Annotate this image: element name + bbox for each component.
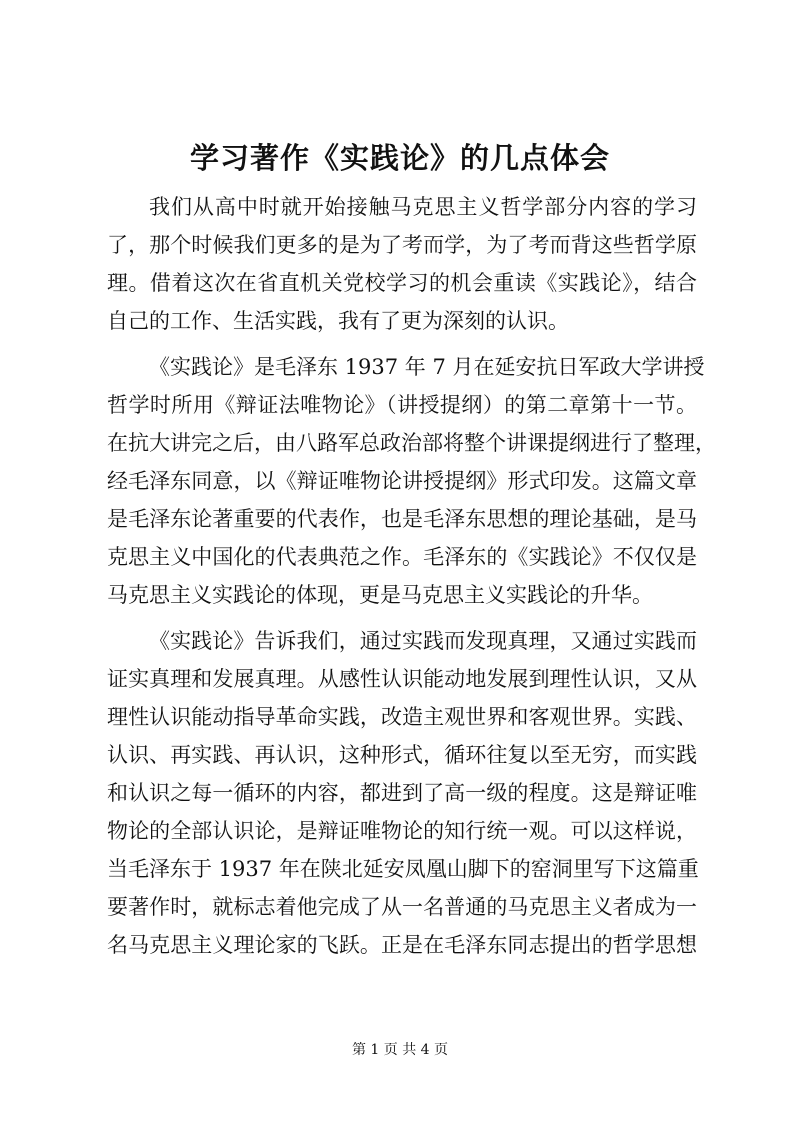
paragraph-1-line-4: 自己的工作、生活实践，我有了更为深刻的认识。 xyxy=(107,309,569,333)
paragraph-3-line-1: 《实践论》告诉我们，通过实践而发现真理，又通过实践而 xyxy=(149,629,697,653)
paragraph-3-line-4: 认识、再实践、再认识，这种形式，循环往复以至无穷，而实践 xyxy=(107,743,697,767)
paragraph-2-line-4: 经毛泽东同意，以《辩证唯物论讲授提纲》形式印发。这篇文章 xyxy=(107,469,697,493)
paragraph-2-line-3: 在抗大讲完之后，由八路军总政治部将整个讲课提纲进行了整理， xyxy=(107,431,716,455)
paragraph-3-line-9: 名马克思主义理论家的飞跃。正是在毛泽东同志提出的哲学思想 xyxy=(107,933,697,957)
paragraph-3-line-8: 要著作时，就标志着他完成了从一名普通的马克思主义者成为一 xyxy=(107,895,697,919)
paragraph-2-line-5: 是毛泽东论著重要的代表作，也是毛泽东思想的理论基础，是马 xyxy=(107,507,697,531)
paragraph-3-line-7: 当毛泽东于 1937 年在陕北延安凤凰山脚下的窑洞里写下这篇重 xyxy=(107,857,699,881)
paragraph-1-line-3: 理。借着这次在省直机关党校学习的机会重读《实践论》，结合 xyxy=(107,271,697,295)
paragraph-2-line-6: 克思主义中国化的代表典范之作。毛泽东的《实践论》不仅仅是 xyxy=(107,545,697,569)
paragraph-3-line-3: 理性认识能动指导革命实践，改造主观世界和客观世界。实践、 xyxy=(107,705,697,729)
paragraph-3-line-5: 和认识之每一循环的内容，都进到了高一级的程度。这是辩证唯 xyxy=(107,781,697,805)
paragraph-3-line-2: 证实真理和发展真理。从感性认识能动地发展到理性认识，又从 xyxy=(107,667,697,691)
paragraph-2-line-7: 马克思主义实践论的体现，更是马克思主义实践论的升华。 xyxy=(107,583,653,607)
document-title: 学习著作《实践论》的几点体会 xyxy=(189,141,610,175)
paragraph-2-line-2: 哲学时所用《辩证法唯物论》（讲授提纲）的第二章第十一节。 xyxy=(107,393,697,417)
paragraph-3-line-6: 物论的全部认识论，是辩证唯物论的知行统一观。可以这样说， xyxy=(107,819,697,843)
paragraph-2-line-1: 《实践论》是毛泽东 1937 年 7 月在延安抗日军政大学讲授 xyxy=(149,355,705,379)
paragraph-1-line-1: 我们从高中时就开始接触马克思主义哲学部分内容的学习 xyxy=(149,195,697,219)
page-footer: 第 1 页 共 4 页 xyxy=(351,1042,449,1058)
paragraph-1-line-2: 了，那个时候我们更多的是为了考而学，为了考而背这些哲学原 xyxy=(107,233,697,257)
